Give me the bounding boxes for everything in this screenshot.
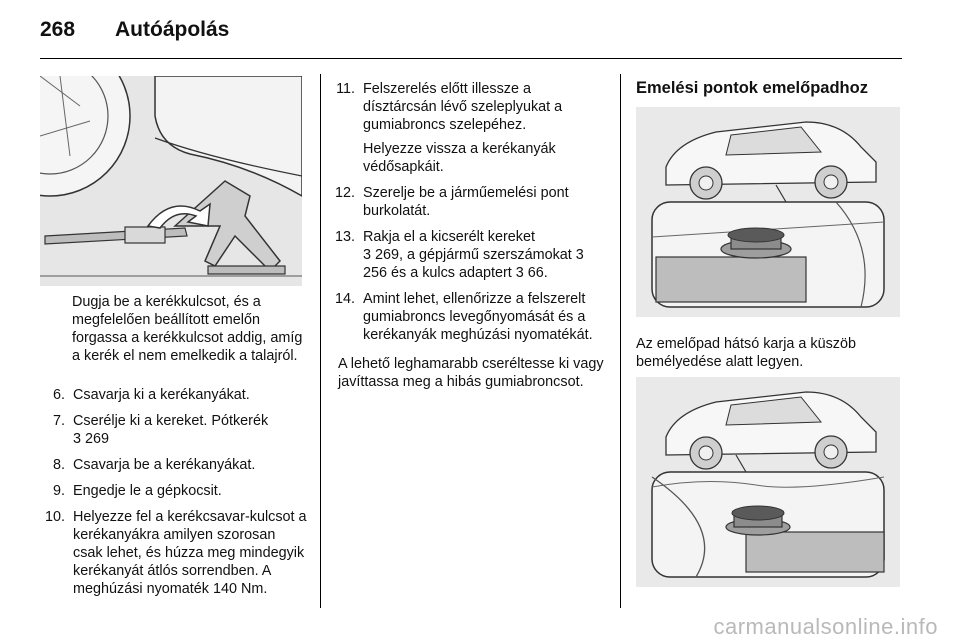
step-number: 8.: [52, 457, 65, 473]
step-text: Rakja el a kicserélt kereket: [363, 229, 535, 245]
page-reference: 3 269: [73, 431, 110, 447]
step-number: 9.: [52, 483, 65, 499]
watermark: carmanualsonline.info: [713, 614, 938, 639]
step-text: Engedje le a gépkocsit.: [73, 483, 222, 499]
lift-point-rear-drawing: [636, 377, 900, 587]
jack-illustration: [40, 76, 302, 286]
header-rule: [40, 58, 902, 59]
column-divider-2: [620, 74, 621, 608]
list-item: [40, 386, 308, 404]
step-text: Amint lehet, ellenőrizze a felszerelt gumiabroncs levegőnyomását és a kerékanyák meghúzási nyomatékát.: [363, 291, 593, 343]
steps-list-col1: [40, 386, 308, 606]
steps-list-col2: [330, 80, 606, 352]
list-item: [40, 456, 308, 474]
list-item: [330, 80, 606, 176]
step-number: 12.: [334, 185, 355, 201]
column-divider-1: [320, 74, 321, 608]
section-heading: Emelési pontok emelőpadhoz: [636, 79, 868, 97]
page-header: [40, 18, 920, 62]
closing-text: A lehető leghamarabb cseréltesse ki vagy javíttassa meg a hibás gumiabroncsot.: [338, 356, 604, 390]
lift-caption: Az emelőpad hátsó karja a küszöb bemélyedése alatt legyen.: [636, 336, 856, 370]
step-text: Cserélje ki a kereket. Pótkerék: [73, 413, 269, 429]
step-number: 13.: [334, 229, 355, 245]
step-text: Csavarja be a kerékanyákat.: [73, 457, 256, 473]
intro-text: Dugja be a kerékkulcsot, és a megfelelően beállított emelőn forgassa a kerékkulcsot addig, amíg a kerék el nem emelkedik a talajról.: [72, 294, 303, 364]
step-text: Helyezze fel a kerékcsavar-kulcsot a kerékanyákra amilyen szorosan csak lehet, és húzza meg mindegyik kerékanyát átlós sorrendben. A meghúzási nyomaték 140 Nm.: [73, 509, 307, 597]
page-reference: 3 269, a gépjármű szerszámokat 3 256 és a kulcs adaptert 3 66.: [363, 247, 584, 281]
list-item: [330, 290, 606, 344]
list-item: [330, 184, 606, 220]
page-number: 268: [40, 18, 76, 41]
step-text: Szerelje be a járműemelési pont burkolatát.: [363, 185, 569, 219]
list-item: [40, 508, 308, 598]
step-text: Felszerelés előtt illessze a dísztárcsán lévő szeleplyukat a gumiabroncs szelepéhez.: [363, 81, 563, 133]
list-item: [330, 228, 606, 282]
step-number: 10.: [44, 509, 65, 525]
step-number: 7.: [52, 413, 65, 429]
jack-illustration-drawing: [40, 76, 302, 286]
step-number: 14.: [334, 291, 355, 307]
lift-point-rear-illustration: [636, 377, 900, 587]
list-item: [40, 412, 308, 448]
step-number: 11.: [336, 81, 355, 97]
lift-point-front-illustration: [636, 107, 900, 317]
lift-point-front-drawing: [636, 107, 900, 317]
step-extra-text: Helyezze vissza a kerékanyák védősapkáit.: [363, 141, 556, 175]
step-text: Csavarja ki a kerékanyákat.: [73, 387, 250, 403]
chapter-title: Autóápolás: [115, 18, 230, 41]
step-number: 6.: [52, 387, 65, 403]
list-item: [40, 482, 308, 500]
